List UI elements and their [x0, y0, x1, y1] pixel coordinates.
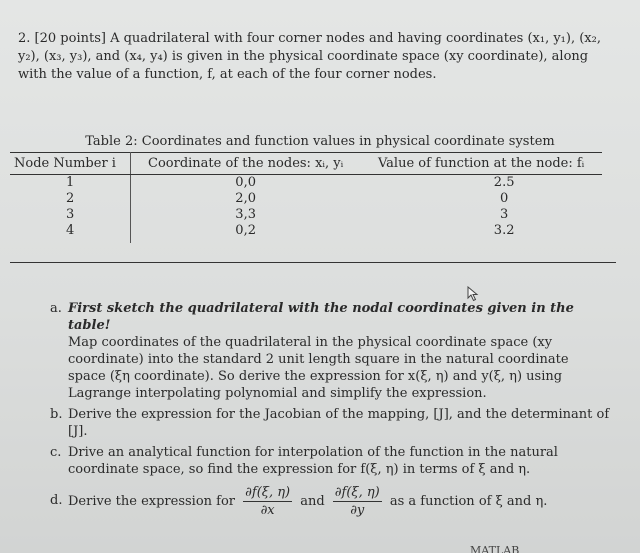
frac2-numerator: ∂f(ξ, η) — [334, 485, 380, 500]
cell-node: 2 — [10, 191, 131, 207]
part-a — [50, 300, 610, 402]
header-function-value: Value of function at the node: fᵢ — [360, 153, 602, 175]
table-header-row — [10, 153, 602, 175]
cell-node: 3 — [10, 207, 131, 223]
table-row — [10, 175, 602, 192]
part-a-instruction: First sketch the quadrilateral with the nodal coordinates given in the table! — [68, 301, 574, 333]
cell-node: 4 — [10, 223, 131, 243]
part-d — [50, 484, 610, 519]
frac1-denominator: ∂x — [260, 503, 275, 518]
part-b-mark: b. — [50, 407, 63, 422]
part-a-text: Map coordinates of the quadrilateral in the physical coordinate space (xy coordinate) into the standard 2 unit length square in the natural coordinate space (ξη coordinate). So derive the expression for x(ξ, η) and y(ξ, η) using Lagrange interpolating polynomial and simplify the expression. — [68, 335, 569, 401]
problem-number: 2. — [18, 31, 31, 46]
header-coordinates: Coordinate of the nodes: xᵢ, yᵢ — [131, 153, 361, 175]
table-bottom-rule — [10, 262, 616, 263]
part-c-mark: c. — [50, 445, 62, 460]
cell-coordinate: 0,2 — [235, 223, 256, 238]
question-parts — [50, 300, 610, 523]
partial-f-x-fraction — [243, 484, 292, 519]
table-caption: Table 2: Coordinates and function values in physical coordinate system — [85, 134, 555, 149]
problem-text: A quadrilateral with four corner nodes and having coordinates (x₁, y₁), (x₂, y₂), (x₃, y₃), and (x₄, y₄) is given in the physical coordinate space (xy coordinate), along with the value of a function, f, at each of the four corner nodes. — [18, 31, 601, 82]
part-b-text: Derive the expression for the Jacobian of the mapping, [J], and the determinant of [J]. — [68, 407, 610, 439]
part-d-lead: Derive the expression for — [68, 494, 236, 509]
cell-value: 2.5 — [493, 175, 515, 190]
table-row — [10, 191, 602, 207]
table-row — [10, 223, 602, 243]
part-d-mid: and — [300, 494, 325, 509]
cell-coordinate: 3,3 — [235, 207, 256, 222]
part-b — [50, 406, 610, 440]
cell-node: 1 — [10, 175, 131, 192]
part-d-mark: d. — [50, 493, 63, 508]
cell-coordinate: 0,0 — [235, 175, 256, 190]
cell-coordinate: 2,0 — [235, 191, 256, 206]
header-node-number: Node Number i — [10, 153, 131, 175]
cell-value: 3 — [500, 207, 509, 222]
problem-statement — [18, 30, 618, 84]
frac2-denominator: ∂y — [350, 503, 365, 518]
cell-value: 0 — [500, 191, 509, 206]
part-a-mark: a. — [50, 301, 62, 316]
frac1-numerator: ∂f(ξ, η) — [245, 485, 291, 500]
node-table — [10, 152, 602, 243]
partial-f-y-fraction — [333, 484, 382, 519]
cell-value: 3.2 — [493, 223, 515, 238]
part-c-text: Drive an analytical function for interpolation of the function in the natural coordinate space, so find the expression for f(ξ, η) in terms of ξ and η. — [68, 445, 558, 477]
part-d-tail: as a function of ξ and η. — [389, 494, 548, 509]
part-c — [50, 444, 610, 478]
cropped-footer-text: MATLAB — [470, 544, 520, 553]
table-row — [10, 207, 602, 223]
problem-points: [20 points] — [34, 31, 106, 46]
